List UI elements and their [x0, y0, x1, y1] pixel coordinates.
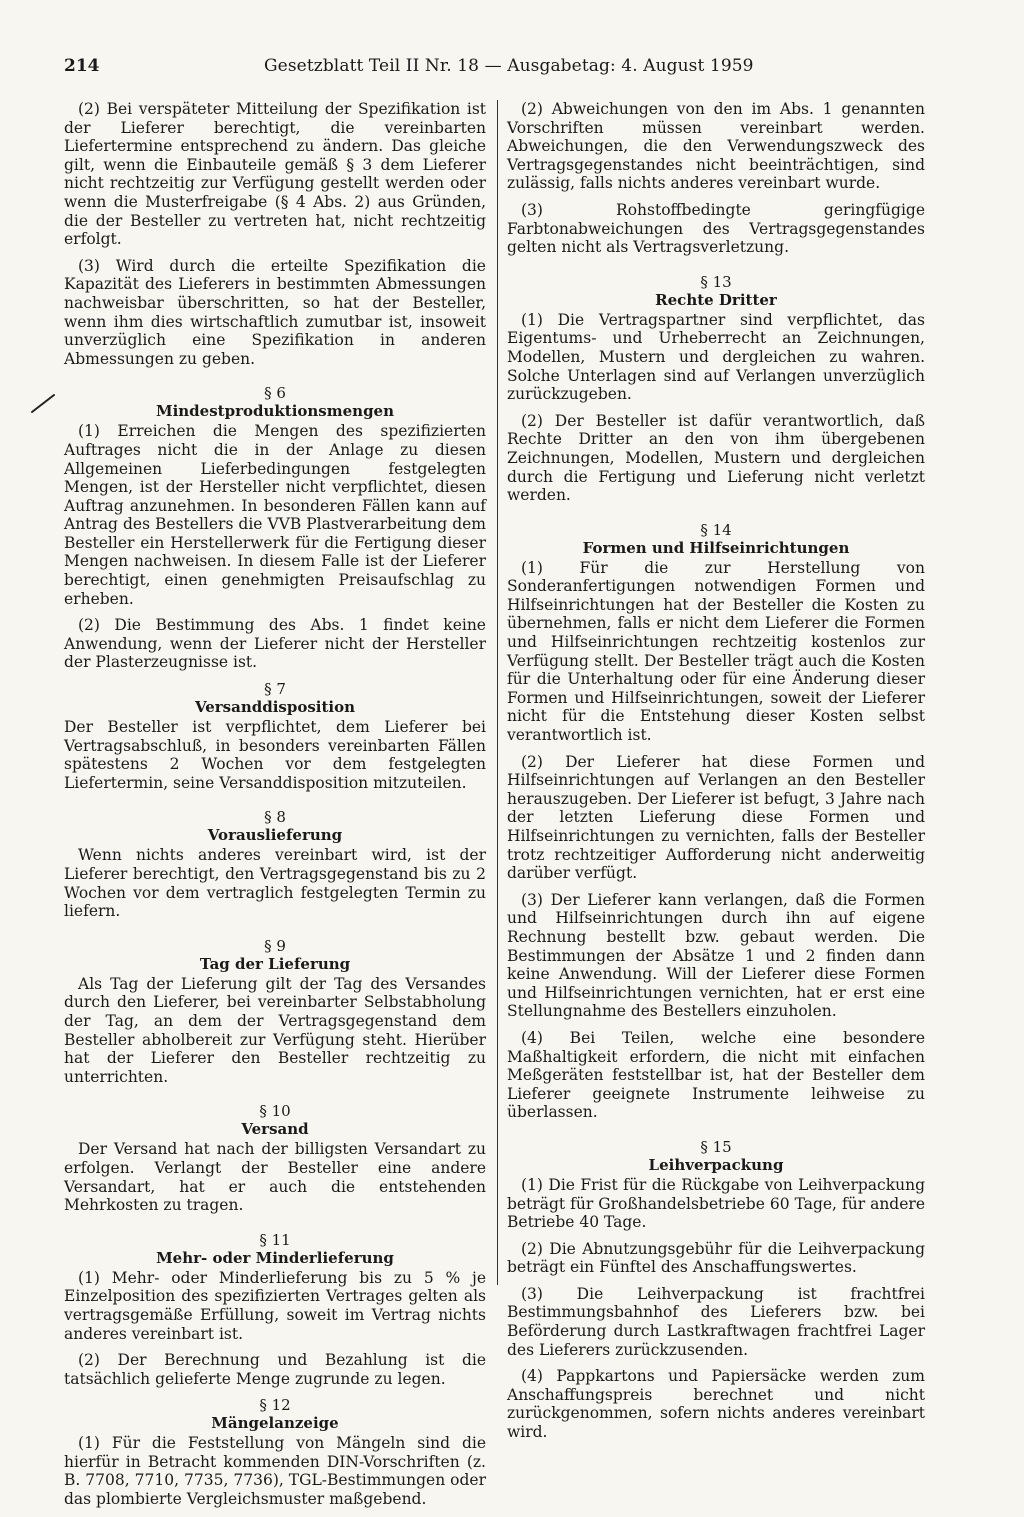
section-title: Tag der Lieferung [199, 954, 351, 973]
paragraph: (2) Die Bestimmung des Abs. 1 findet keine Anwendung, wenn der Lieferer nicht der Hersteller der Plasterzeugnisse ist. [64, 616, 486, 672]
paragraph: (1) Für die Feststellung von Mängeln sind die hierfür in Betracht kommenden DIN-Vorschriften (z. B. 7708, 7710, 7735, 7736), TGL-Bestimmungen oder das plombierte Vergleichsmuster maßgebend. [64, 1434, 486, 1509]
paragraph: (3) Rohstoffbedingte geringfügige Farbtonabweichungen des Vertragsgegenstandes gelten nicht als Vertragsverletzung. [507, 200, 925, 257]
paragraph: (4) Pappkartons und Papiersäcke werden zum Anschaffungspreis berechnet und nicht zurückgenommen, sofern nichts anderes vereinbart wird. [507, 1367, 925, 1442]
paragraph: (2) Der Besteller ist dafür verantwortlich, daß Rechte Dritter an den von ihm übergebenen Zeichnungen, Modellen, Mustern und dergleichen durch die Fertigung und Lieferung nicht verletzt werden. [507, 411, 925, 505]
paragraph: (1) Die Vertragspartner sind verpflichtet, das Eigentums- und Urheberrecht an Zeichnungen, Modellen, Mustern und dergleichen zu wahren. Solche Unterlagen sind auf Verlangen unverzüglich zurückzugeben. [507, 310, 925, 404]
section-title: Mindestproduktionsmengen [155, 402, 395, 421]
section-number: § 7 [264, 680, 286, 699]
page-number: 214 [64, 56, 100, 76]
column-divider [497, 100, 498, 1285]
paragraph: (1) Erreichen die Mengen des spezifizierten Auftrages nicht die in der Anlage zu diesen Allgemeinen Lieferbedingungen festgelegten Mengen, ist der Hersteller nicht verpflichtet, diesen Auftrag anzunehmen. In besonderen Fällen kann auf Antrag des Bestellers die VVB Plastverarbeitung dem Besteller ein Herstellerwerk für die Fertigung dieser Mengen nachweisen. In diesem Falle ist der Lieferer berechtigt, einen genehmigten Preisaufschlag zu erheben. [64, 422, 486, 608]
paragraph: (2) Die Abnutzungsgebühr für die Leihverpackung beträgt ein Fünftel des Anschaffungswertes. [507, 1239, 925, 1277]
paragraph: (4) Bei Teilen, welche eine besondere Maßhaltigkeit erfordern, die nicht mit einfachen Meßgeräten feststellbar ist, hat der Besteller dem Lieferer geeignete Instrumente leihweise zu überlassen. [507, 1028, 925, 1122]
left-column [64, 100, 486, 1517]
paragraph: (2) Abweichungen von den im Abs. 1 genannten Vorschriften müssen vereinbart werden. Abweichungen, die den Verwendungszweck des Vertragsgegenstandes nicht beeinträchtigen, sind zulässig, falls nichts anderes vereinbart wurde. [507, 100, 925, 193]
section-number: § 11 [259, 1230, 291, 1249]
running-head: Gesetzblatt Teil II Nr. 18 — Ausgabetag: 4. August 1959 [264, 56, 754, 76]
section-title: Vorauslieferung [207, 826, 343, 845]
section-number: § 14 [700, 520, 732, 539]
section-number: § 10 [259, 1102, 291, 1121]
paragraph: Wenn nichts anderes vereinbart wird, ist der Lieferer berechtigt, den Vertragsgegenstand bis zu 2 Wochen vor dem vertraglich festgelegten Termin zu liefern. [64, 846, 486, 921]
paragraph: (3) Wird durch die erteilte Spezifikation die Kapazität des Lieferers in bestimmten Abmessungen nachweisbar überschritten, so hat der Besteller, wenn ihm dies wirtschaftlich zumutbar ist, insoweit unverzüglich eine Spezifikation in anderen Abmessungen zu geben. [64, 256, 486, 368]
section-number: § 12 [259, 1396, 291, 1415]
section-number: § 9 [264, 936, 286, 955]
section-title: Versand [241, 1120, 309, 1139]
paragraph: (2) Der Lieferer hat diese Formen und Hilfseinrichtungen auf Verlangen an den Besteller herauszugeben. Der Lieferer ist befugt, 3 Jahre nach der letzten Lieferung diese Formen und Hilfseinrichtungen zu vernichten, falls der Besteller trotz rechtzeitiger Aufforderung nicht anderweitig darüber verfügt. [507, 752, 925, 883]
paragraph: Als Tag der Lieferung gilt der Tag des Versandes durch den Lieferer, bei vereinbarter Selbstabholung der Tag, an dem der Vertragsgegenstand dem Besteller abholbereit zur Verfügung steht. Hierüber hat der Lieferer den Besteller rechtzeitig zu unterrichten. [64, 974, 486, 1086]
section-title: Rechte Dritter [655, 290, 777, 309]
paragraph: (1) Für die zur Herstellung von Sonderanfertigungen notwendigen Formen und Hilfseinrichtungen hat der Besteller die Kosten zu übernehmen, falls er nicht dem Lieferer die Formen und Hilfseinrichtungen rechtzeitig kostenlos zur Verfügung stellt. Der Besteller trägt auch die Kosten für die Unterhaltung oder für eine Änderung dieser Formen und Hilfseinrichtungen, soweit der Lieferer nicht für die Entstehung dieser Kosten selbst verantwortlich ist. [507, 558, 925, 745]
paragraph: Der Besteller ist verpflichtet, dem Lieferer bei Vertragsabschluß, in besonders vereinbarten Fällen spätestens 2 Wochen vor dem festgelegten Liefertermin, seine Versanddisposition mitzuteilen. [64, 718, 486, 792]
paragraph: (3) Der Lieferer kann verlangen, daß die Formen und Hilfseinrichtungen durch ihn auf eigene Rechnung bestellt bzw. gebaut werden. Die Bestimmungen der Absätze 1 und 2 finden dann keine Anwendung. Will der Lieferer diese Formen und Hilfseinrichtungen vernichten, hat er erst eine Stellungnahme des Bestellers einzuholen. [507, 890, 925, 1021]
section-title: Formen und Hilfseinrichtungen [582, 538, 850, 557]
paragraph: (3) Die Leihverpackung ist frachtfrei Bestimmungsbahnhof des Lieferers bzw. bei Beförderung durch Lastkraftwagen frachtfrei Lager des Lieferers zurückzusenden. [507, 1284, 925, 1359]
handwritten-margin-mark-icon [30, 392, 56, 414]
section-title: Leihverpackung [648, 1155, 784, 1174]
paragraph: (2) Der Berechnung und Bezahlung ist die tatsächlich gelieferte Menge zugrunde zu legen. [64, 1351, 486, 1388]
section-title: Versanddisposition [194, 698, 356, 717]
section-title: Mehr- oder Minderlieferung [156, 1248, 394, 1267]
section-number: § 6 [264, 384, 286, 403]
section-number: § 15 [700, 1137, 732, 1156]
right-column [507, 100, 925, 1450]
paragraph: (1) Mehr- oder Minderlieferung bis zu 5 % je Einzelposition des spezifizierten Vertrages gelten als vertragsgemäße Erfüllung, soweit im Vertrag nichts anderes vereinbart ist. [64, 1268, 486, 1343]
paragraph: (1) Die Frist für die Rückgabe von Leihverpackung beträgt für Großhandelsbetriebe 60 Tage, für andere Betriebe 40 Tage. [507, 1175, 925, 1232]
paragraph: Der Versand hat nach der billigsten Versandart zu erfolgen. Verlangt der Besteller eine andere Versandart, hat er auch die entstehenden Mehrkosten zu tragen. [64, 1140, 486, 1215]
section-number: § 13 [700, 272, 732, 291]
section-title: Mängelanzeige [211, 1414, 339, 1433]
page-header [64, 55, 924, 79]
section-number: § 8 [264, 808, 286, 827]
paragraph: (2) Bei verspäteter Mitteilung der Spezifikation ist der Lieferer berechtigt, die vereinbarten Liefertermine entsprechend zu ändern. Das gleiche gilt, wenn die Einbauteile gemäß § 3 dem Lieferer nicht rechtzeitig zur Verfügung gestellt werden oder wenn die Musterfreigabe (§ 4 Abs. 2) aus Gründen, die der Besteller zu vertreten hat, nicht rechtzeitig erfolgt. [64, 100, 486, 249]
